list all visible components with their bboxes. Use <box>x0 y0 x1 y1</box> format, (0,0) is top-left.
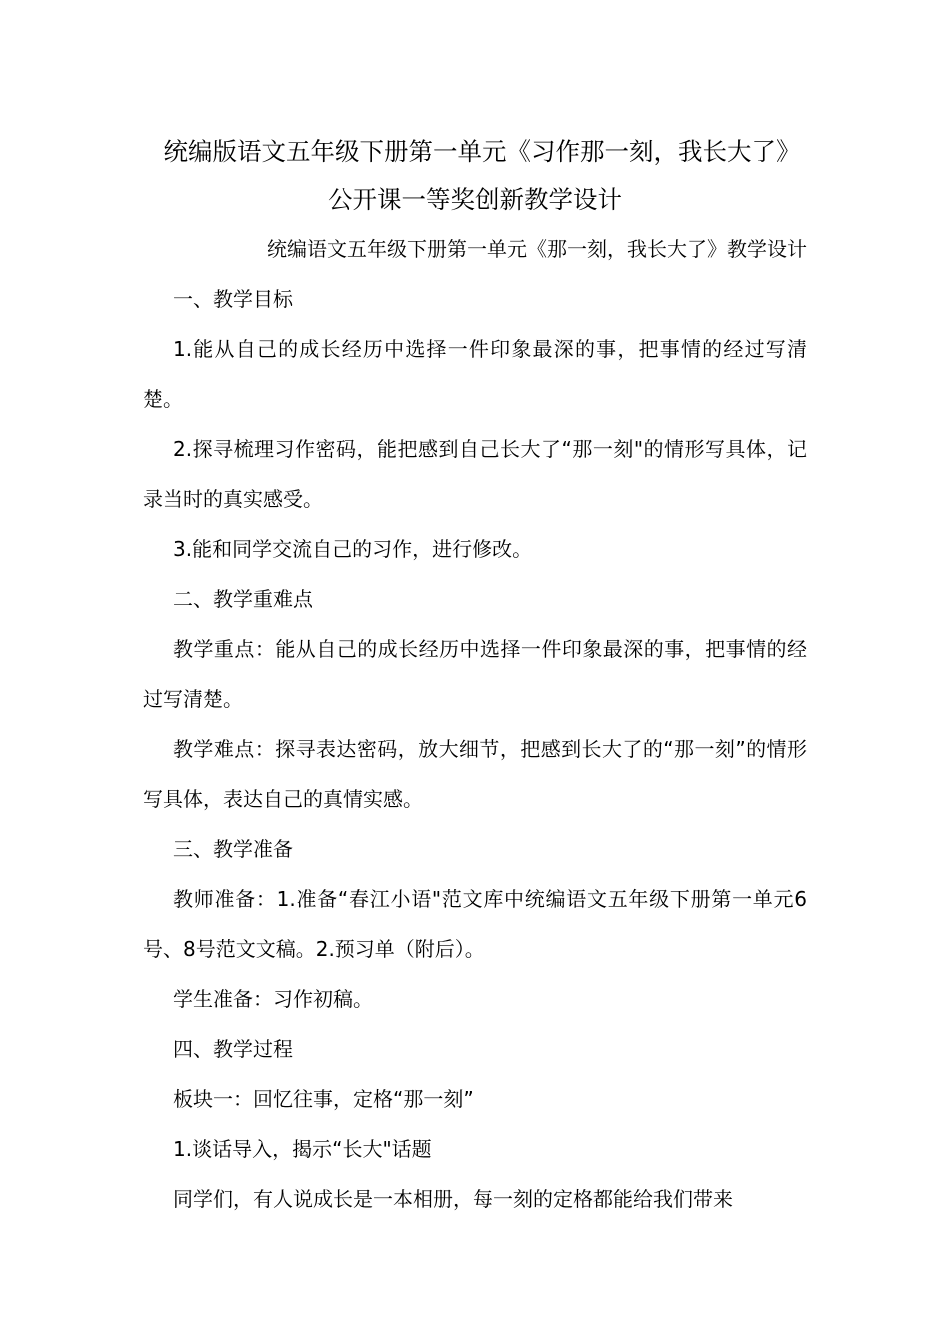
body-paragraph: 同学们，有人说成长是一本相册，每一刻的定格都能给我们带来 <box>173 1187 733 1211</box>
teacher-preparation-paragraph: 教师准备：1.准备“春江小语"范文库中统编语文五年级下册第一单元6号、8号范文文稿。2.预习单（附后）。 <box>143 887 807 961</box>
block-heading-1: 板块一：回忆往事，定格“那一刻” <box>173 1087 474 1111</box>
document-body <box>143 128 807 1224</box>
key-point-paragraph: 教学重点：能从自己的成长经历中选择一件印象最深的事，把事情的经过写清楚。 <box>143 637 807 711</box>
document-subtitle: 统编语文五年级下册第一单元《那一刻，我长大了》教学设计 <box>267 237 807 261</box>
difficult-point-paragraph: 教学难点：探寻表达密码，放大细节，把感到长大了的“那一刻”的情形写具体，表达自己的真情实感。 <box>143 737 807 811</box>
student-preparation-paragraph: 学生准备：习作初稿。 <box>173 987 373 1011</box>
objective-item-1: 1.能从自己的成长经历中选择一件印象最深的事，把事情的经过写清楚。 <box>143 337 807 411</box>
document-title: 统编版语文五年级下册第一单元《习作那一刻，我长大了》公开课一等奖创新教学设计 <box>163 137 801 214</box>
section-heading-preparation: 三、教学准备 <box>173 837 293 861</box>
objective-item-2: 2.探寻梳理习作密码，能把感到自己长大了“那一刻"的情形写具体，记录当时的真实感受。 <box>143 437 807 511</box>
step-heading-1: 1.谈话导入，揭示“长大"话题 <box>173 1137 432 1161</box>
objective-item-3: 3.能和同学交流自己的习作，进行修改。 <box>173 537 533 561</box>
section-heading-key-points: 二、教学重难点 <box>173 587 313 611</box>
section-heading-objectives: 一、教学目标 <box>173 287 293 311</box>
section-heading-process: 四、教学过程 <box>173 1037 293 1061</box>
